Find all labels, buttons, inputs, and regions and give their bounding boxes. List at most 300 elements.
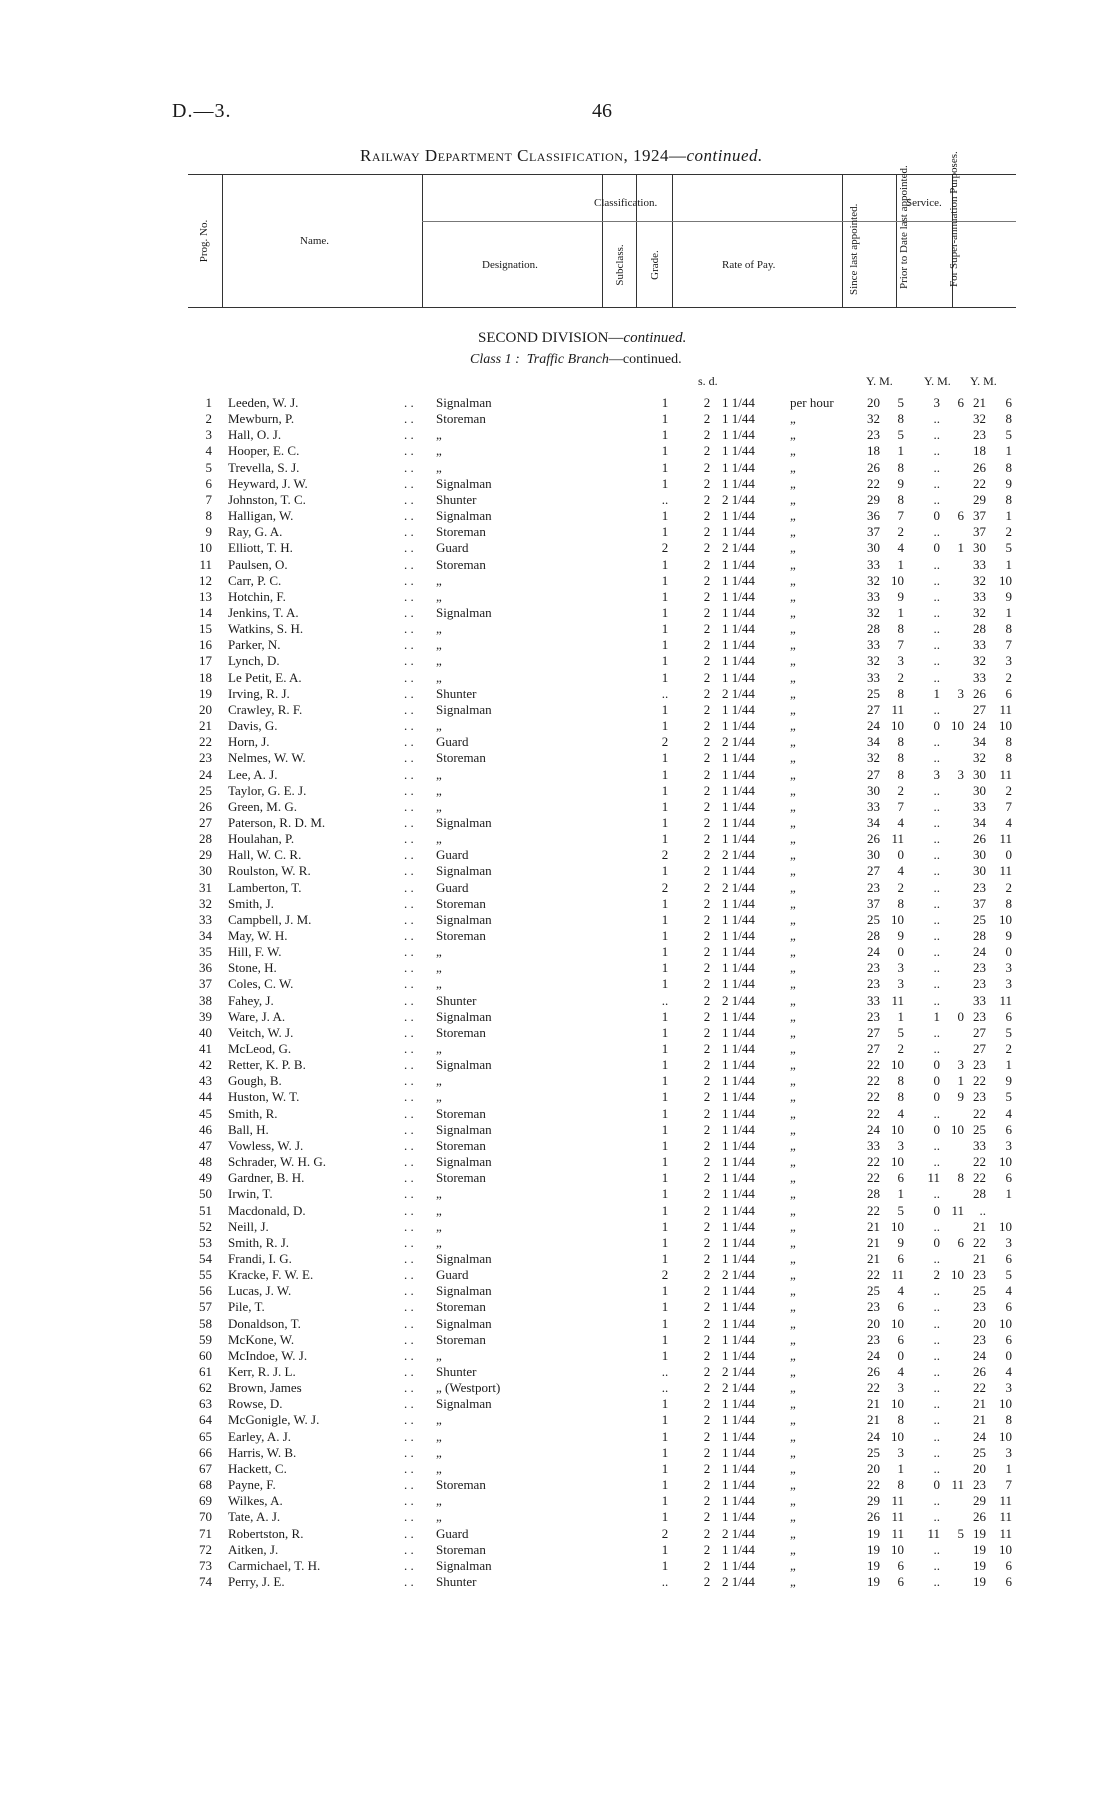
prog-no-cell: 41 [199, 1041, 212, 1056]
rate-unit-cell: „ [790, 734, 796, 750]
prog-no-cell: 60 [199, 1347, 212, 1363]
leader-dots: . . [404, 1154, 414, 1169]
since-years-cell: 21 [867, 1234, 880, 1250]
rate-cell: 1 1/44 [722, 1509, 755, 1525]
since-months-cell: 8 [897, 895, 904, 911]
since-years-cell: 33 [867, 588, 880, 604]
subclass-cell: 1 [661, 1299, 669, 1315]
since-years-cell: 37 [867, 524, 880, 540]
super-years-cell: 28 [973, 621, 986, 637]
prog-no-cell: 27 [199, 814, 212, 830]
since-months-cell: 6 [897, 1250, 904, 1266]
designation-cell: „ [436, 1509, 442, 1525]
since-months-cell: 10 [891, 1396, 904, 1412]
rate-unit-cell: per hour [790, 395, 834, 410]
rate-unit-cell: „ [790, 976, 796, 992]
since-months-cell: 3 [897, 653, 904, 669]
super-years-cell: 24 [973, 1428, 986, 1444]
since-months-cell: 4 [897, 814, 904, 830]
since-months-cell: 2 [897, 782, 904, 798]
header-name: Name. [300, 235, 330, 247]
since-years-cell: 25 [867, 911, 880, 927]
prior-years-cell: .. [933, 992, 940, 1008]
prog-no-cell: 48 [199, 1154, 212, 1169]
name-cell: Macdonald, D. [228, 1202, 306, 1218]
subclass-cell: 1 [661, 782, 669, 798]
leader-dots: . . [404, 734, 414, 750]
since-years-cell: 22 [867, 1073, 880, 1089]
rate-cell: 1 1/44 [722, 1218, 755, 1234]
leader-dots: . . [404, 1121, 414, 1137]
since-years-cell: 22 [867, 1380, 880, 1396]
grade-cell: 2 [703, 1347, 711, 1363]
grade-cell: 2 [703, 1202, 711, 1218]
rate-cell: 1 1/44 [722, 1283, 755, 1299]
prior-years-cell: .. [933, 1041, 940, 1056]
since-years-cell: 21 [867, 1396, 880, 1412]
since-years-cell: 26 [867, 459, 880, 475]
grade-cell: 2 [703, 1250, 711, 1266]
grade-cell: 2 [703, 540, 711, 556]
rate-cell: 1 1/44 [722, 427, 755, 443]
since-months-cell: 2 [897, 669, 904, 685]
prior-years-cell: .. [933, 976, 940, 992]
subclass-cell: 1 [661, 895, 669, 911]
prior-years-cell: .. [933, 572, 940, 588]
prog-no-cell: 64 [199, 1412, 212, 1428]
prior-years-cell: .. [933, 814, 940, 830]
rate-unit-cell: „ [790, 831, 796, 846]
rate-cell: 1 1/44 [722, 1396, 755, 1412]
header-prior-to: Prior to Date last appointed. [898, 165, 910, 289]
super-years-cell: 27 [973, 1024, 986, 1040]
prior-years-cell: 2 [933, 1267, 940, 1283]
leader-dots: . . [404, 1331, 414, 1347]
leader-dots: . . [404, 1170, 414, 1186]
designation-cell: „ [436, 960, 442, 976]
prior-years-cell: .. [933, 411, 940, 427]
designation-cell: Signalman [436, 701, 492, 717]
since-years-cell: 24 [867, 718, 880, 733]
rate-cell: 2 1/44 [722, 1573, 755, 1589]
super-months-cell: 6 [1005, 1557, 1012, 1573]
rate-cell: 1 1/44 [722, 895, 755, 911]
designation-cell: Signalman [436, 1057, 492, 1073]
since-months-cell: 10 [891, 1154, 904, 1169]
since-years-cell: 34 [867, 814, 880, 830]
rate-unit-cell: „ [790, 411, 796, 427]
grade-cell: 2 [703, 1573, 711, 1589]
subclass-cell: 1 [661, 1509, 669, 1525]
rate-unit-cell: „ [790, 556, 796, 572]
designation-cell: Storeman [436, 1137, 486, 1153]
since-months-cell: 5 [897, 1024, 904, 1040]
super-years-cell: 33 [973, 588, 986, 604]
grade-cell: 2 [703, 605, 711, 620]
grade-cell: 2 [703, 782, 711, 798]
leader-dots: . . [404, 814, 414, 830]
subclass-cell: 1 [661, 1396, 669, 1412]
prog-no-cell: 20 [199, 701, 212, 717]
prog-no-cell: 40 [199, 1024, 212, 1040]
since-years-cell: 28 [867, 1186, 880, 1202]
grade-cell: 2 [703, 621, 711, 637]
super-months-cell: 9 [1005, 1073, 1012, 1089]
name-cell: Kerr, R. J. L. [228, 1364, 296, 1379]
grade-cell: 2 [703, 1315, 711, 1331]
super-years-cell: 21 [973, 395, 986, 410]
rate-unit-cell: „ [790, 572, 796, 588]
designation-cell: Signalman [436, 1250, 492, 1266]
prog-no-cell: 54 [199, 1250, 212, 1266]
super-years-cell: 34 [973, 734, 986, 750]
prog-no-cell: 53 [199, 1234, 212, 1250]
since-years-cell: 33 [867, 556, 880, 572]
since-years-cell: 22 [867, 1477, 880, 1492]
grade-cell: 2 [703, 992, 711, 1008]
subclass-cell: .. [661, 1364, 669, 1379]
subclass-cell: 1 [661, 605, 669, 620]
rate-unit-cell: „ [790, 1008, 796, 1024]
prog-no-cell: 8 [205, 508, 212, 523]
rate-unit-cell: „ [790, 1541, 796, 1557]
super-years-cell: 37 [973, 508, 986, 523]
rate-unit-cell: „ [790, 1396, 796, 1412]
since-months-cell: 1 [897, 556, 904, 572]
designation-cell: „ [436, 1444, 442, 1460]
prog-no-cell: 44 [199, 1089, 212, 1105]
prior-years-cell: .. [933, 653, 940, 669]
prior-years-cell: 1 [933, 685, 940, 701]
rate-unit-cell: „ [790, 863, 796, 879]
designation-cell: Guard [436, 540, 469, 556]
super-months-cell: 11 [999, 766, 1012, 782]
name-cell: Irwin, T. [228, 1186, 273, 1202]
name-cell: Carmichael, T. H. [228, 1557, 321, 1573]
unit-shillings-pence: s. d. [698, 374, 718, 388]
prog-no-cell: 38 [199, 992, 212, 1008]
rate-unit-cell: „ [790, 1428, 796, 1444]
prog-no-cell: 3 [205, 427, 212, 443]
super-months-cell: 2 [1005, 879, 1012, 895]
since-months-cell: 8 [897, 411, 904, 427]
rate-cell: 1 1/44 [722, 508, 755, 523]
subclass-cell: 1 [661, 1557, 669, 1573]
subclass-cell: 1 [661, 1137, 669, 1153]
prior-years-cell: .. [933, 1412, 940, 1428]
name-cell: Retter, K. P. B. [228, 1057, 306, 1073]
designation-cell: Signalman [436, 1557, 492, 1573]
designation-cell: „ [436, 1412, 442, 1428]
super-months-cell: 8 [1005, 750, 1012, 766]
leader-dots: . . [404, 1008, 414, 1024]
subclass-cell: 1 [661, 831, 669, 846]
since-years-cell: 30 [867, 847, 880, 863]
since-years-cell: 26 [867, 831, 880, 846]
rate-cell: 2 1/44 [722, 491, 755, 507]
grade-cell: 2 [703, 685, 711, 701]
designation-cell: „ [436, 1089, 442, 1105]
rate-cell: 1 1/44 [722, 1477, 755, 1492]
header-divider [602, 175, 603, 307]
since-months-cell: 8 [897, 685, 904, 701]
grade-cell: 2 [703, 1396, 711, 1412]
prior-years-cell: .. [933, 879, 940, 895]
since-years-cell: 37 [867, 895, 880, 911]
super-years-cell: 21 [973, 1218, 986, 1234]
leader-dots: . . [404, 750, 414, 766]
header-divider [422, 175, 423, 307]
name-cell: Lamberton, T. [228, 879, 302, 895]
rate-unit-cell: „ [790, 718, 796, 733]
name-cell: McKone, W. [228, 1331, 295, 1347]
super-years-cell: 30 [973, 540, 986, 556]
subclass-cell: 1 [661, 766, 669, 782]
designation-cell: „ [436, 718, 442, 733]
prog-no-cell: 58 [199, 1315, 212, 1331]
rate-unit-cell: „ [790, 1202, 796, 1218]
super-years-cell: 24 [973, 1347, 986, 1363]
since-months-cell: 9 [897, 927, 904, 943]
name-cell: Aitken, J. [228, 1541, 279, 1557]
prog-no-cell: 74 [199, 1573, 212, 1589]
super-months-cell: 6 [1005, 395, 1012, 410]
prior-years-cell: 0 [933, 1234, 940, 1250]
prior-years-cell: 0 [933, 1477, 940, 1492]
since-years-cell: 32 [867, 653, 880, 669]
prog-no-cell: 25 [199, 782, 212, 798]
grade-cell: 2 [703, 1186, 711, 1202]
division-heading [478, 330, 686, 347]
subclass-cell: 1 [661, 944, 669, 960]
leader-dots: . . [404, 1509, 414, 1525]
leader-dots: . . [404, 588, 414, 604]
prog-no-cell: 51 [199, 1202, 212, 1218]
since-years-cell: 25 [867, 1283, 880, 1299]
subclass-cell: 1 [661, 621, 669, 637]
super-years-cell: 33 [973, 1137, 986, 1153]
prior-years-cell: .. [933, 556, 940, 572]
since-months-cell: 8 [897, 734, 904, 750]
prior-years-cell: 0 [933, 718, 940, 733]
name-cell: Roulston, W. R. [228, 863, 311, 879]
since-months-cell: 5 [897, 395, 904, 410]
rate-unit-cell: „ [790, 701, 796, 717]
designation-cell: Signalman [436, 1008, 492, 1024]
name-cell: Paulsen, O. [228, 556, 288, 572]
name-cell: Tate, A. J. [228, 1509, 281, 1525]
rate-cell: 2 1/44 [722, 1364, 755, 1379]
super-months-cell: 1 [1005, 1057, 1012, 1073]
super-months-cell: 2 [1005, 524, 1012, 540]
prog-no-cell: 2 [205, 411, 212, 427]
super-years-cell: 23 [973, 1331, 986, 1347]
super-months-cell: 8 [1005, 621, 1012, 637]
rate-unit-cell: „ [790, 1234, 796, 1250]
leader-dots: . . [404, 1137, 414, 1153]
rate-cell: 1 1/44 [722, 1105, 755, 1121]
leader-dots: . . [404, 427, 414, 443]
super-years-cell: 37 [973, 895, 986, 911]
leader-dots: . . [404, 653, 414, 669]
prior-years-cell: .. [933, 1444, 940, 1460]
subclass-cell: 1 [661, 1121, 669, 1137]
rate-unit-cell: „ [790, 1315, 796, 1331]
rate-cell: 1 1/44 [722, 701, 755, 717]
leader-dots: . . [404, 1073, 414, 1089]
name-cell: Stone, H. [228, 960, 277, 976]
name-cell: Perry, J. E. [228, 1573, 285, 1589]
grade-cell: 2 [703, 863, 711, 879]
super-years-cell: 25 [973, 1283, 986, 1299]
grade-cell: 2 [703, 701, 711, 717]
super-months-cell: 3 [1005, 1444, 1012, 1460]
subclass-cell: 2 [661, 879, 669, 895]
prog-no-cell: 72 [199, 1541, 212, 1557]
leader-dots: . . [404, 524, 414, 540]
super-years-cell: 28 [973, 927, 986, 943]
since-years-cell: 22 [867, 1057, 880, 1073]
since-years-cell: 23 [867, 1008, 880, 1024]
super-months-cell: 0 [1005, 944, 1012, 960]
page-reference: D.—3. [172, 100, 232, 122]
grade-cell: 2 [703, 1364, 711, 1379]
since-years-cell: 34 [867, 734, 880, 750]
designation-cell: Storeman [436, 1105, 486, 1121]
leader-dots: . . [404, 685, 414, 701]
subclass-cell: 1 [661, 1073, 669, 1089]
super-months-cell: 11 [999, 701, 1012, 717]
since-years-cell: 22 [867, 1105, 880, 1121]
designation-cell: Guard [436, 1525, 469, 1541]
since-months-cell: 8 [897, 491, 904, 507]
subclass-cell: 1 [661, 1008, 669, 1024]
header-service: Service. [906, 197, 942, 209]
prog-no-cell: 32 [199, 895, 212, 911]
since-months-cell: 8 [897, 750, 904, 766]
designation-cell: „ (Westport) [436, 1380, 501, 1396]
rate-unit-cell: „ [790, 814, 796, 830]
super-months-cell: 10 [999, 1428, 1012, 1444]
leader-dots: . . [404, 944, 414, 960]
rate-unit-cell: „ [790, 1283, 796, 1299]
grade-cell: 2 [703, 895, 711, 911]
since-months-cell: 11 [891, 701, 904, 717]
super-months-cell: 4 [1005, 1364, 1012, 1379]
since-years-cell: 32 [867, 572, 880, 588]
subclass-cell: 1 [661, 1250, 669, 1266]
since-years-cell: 30 [867, 782, 880, 798]
grade-cell: 2 [703, 588, 711, 604]
since-years-cell: 29 [867, 1493, 880, 1509]
grade-cell: 2 [703, 1331, 711, 1347]
super-months-cell: 2 [1005, 1041, 1012, 1056]
name-cell: Taylor, G. E. J. [228, 782, 307, 798]
grade-cell: 2 [703, 653, 711, 669]
prior-months-cell: 6 [957, 1234, 964, 1250]
header-divider [672, 175, 673, 307]
prior-years-cell: .. [933, 588, 940, 604]
super-months-cell: 7 [1005, 1477, 1012, 1492]
grade-cell: 2 [703, 1137, 711, 1153]
rate-cell: 1 1/44 [722, 1428, 755, 1444]
rate-cell: 1 1/44 [722, 1493, 755, 1509]
since-months-cell: 9 [897, 475, 904, 491]
since-years-cell: 32 [867, 750, 880, 766]
name-cell: Ball, H. [228, 1121, 269, 1137]
grade-cell: 2 [703, 459, 711, 475]
super-years-cell: 25 [973, 1121, 986, 1137]
since-months-cell: 11 [891, 1525, 904, 1541]
designation-cell: Storeman [436, 1331, 486, 1347]
subclass-cell: 1 [661, 911, 669, 927]
super-years-cell: 27 [973, 1041, 986, 1056]
super-months-cell: 5 [1005, 1267, 1012, 1283]
rate-cell: 1 1/44 [722, 605, 755, 620]
super-years-cell: 20 [973, 1460, 986, 1476]
rate-cell: 1 1/44 [722, 411, 755, 427]
subclass-cell: 1 [661, 1428, 669, 1444]
grade-cell: 2 [703, 637, 711, 653]
subclass-cell: 1 [661, 1202, 669, 1218]
since-years-cell: 22 [867, 1154, 880, 1169]
since-years-cell: 22 [867, 1089, 880, 1105]
leader-dots: . . [404, 1041, 414, 1056]
name-cell: Hill, F. W. [228, 944, 282, 960]
grade-cell: 2 [703, 443, 711, 459]
designation-cell: „ [436, 1041, 442, 1056]
grade-cell: 2 [703, 1073, 711, 1089]
super-years-cell: 32 [973, 411, 986, 427]
since-years-cell: 33 [867, 798, 880, 814]
since-months-cell: 6 [897, 1331, 904, 1347]
leader-dots: . . [404, 1218, 414, 1234]
rate-cell: 1 1/44 [722, 766, 755, 782]
prog-no-cell: 71 [199, 1525, 212, 1541]
leader-dots: . . [404, 1525, 414, 1541]
designation-cell: „ [436, 653, 442, 669]
name-cell: Fahey, J. [228, 992, 274, 1008]
since-months-cell: 4 [897, 1283, 904, 1299]
rate-unit-cell: „ [790, 475, 796, 491]
prior-years-cell: .. [933, 1396, 940, 1412]
prior-years-cell: .. [933, 1460, 940, 1476]
prior-years-cell: 0 [933, 1057, 940, 1073]
grade-cell: 2 [703, 1121, 711, 1137]
grade-cell: 2 [703, 395, 711, 410]
name-cell: Neill, J. [228, 1218, 269, 1234]
name-cell: McGonigle, W. J. [228, 1412, 320, 1428]
since-years-cell: 26 [867, 1509, 880, 1525]
name-cell: Trevella, S. J. [228, 459, 300, 475]
leader-dots: . . [404, 1428, 414, 1444]
since-years-cell: 19 [867, 1541, 880, 1557]
since-months-cell: 11 [891, 1509, 904, 1525]
leader-dots: . . [404, 1024, 414, 1040]
prog-no-cell: 67 [199, 1460, 212, 1476]
since-months-cell: 0 [897, 1347, 904, 1363]
subclass-cell: 1 [661, 798, 669, 814]
since-years-cell: 19 [867, 1557, 880, 1573]
rate-unit-cell: „ [790, 685, 796, 701]
super-years-cell: 37 [973, 524, 986, 540]
rate-cell: 1 1/44 [722, 556, 755, 572]
grade-cell: 2 [703, 1525, 711, 1541]
name-cell: Schrader, W. H. G. [228, 1154, 327, 1169]
super-months-cell: 4 [1005, 1105, 1012, 1121]
leader-dots: . . [404, 701, 414, 717]
grade-cell: 2 [703, 1041, 711, 1056]
